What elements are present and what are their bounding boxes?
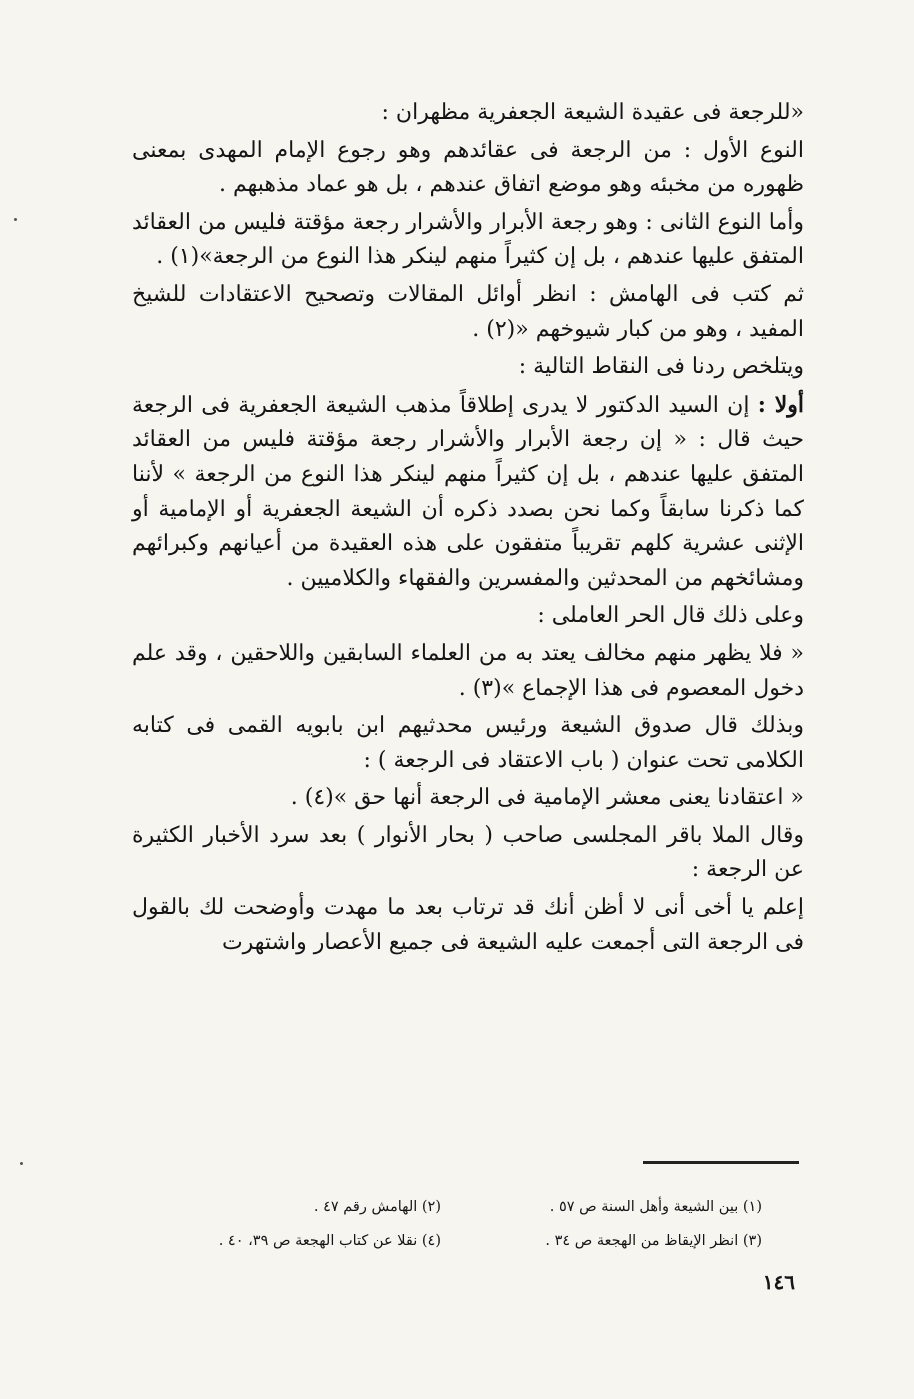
paragraph-hurr-quote: « فلا يظهر منهم مخالف يعتد به من العلماء السابقين واللاحقين ، وقد علم دخول المعصوم فى هذا الإجماع »(٣) . (132, 640, 804, 701)
paragraph-saduq-intro: وبذلك قال صدوق الشيعة ورئيس محدثيهم ابن بابويه القمى فى كتابه الكلامى تحت عنوان ( باب الاعتقاد فى الرجعة ) : (132, 713, 804, 773)
point-one-lead: أولا : (757, 391, 804, 418)
scan-speck (20, 1162, 23, 1165)
paragraph-margin-note: ثم كتب فى الهامش : انظر أوائل المقالات وتصحيح الاعتقادات للشيخ المفيد ، وهو من كبار شيوخهم «(٢) . (132, 281, 804, 342)
paragraph-majlisi-intro: وقال الملا باقر المجلسى صاحب ( بحار الأنوار ) بعد سرد الأخبار الكثيرة عن الرجعة : (132, 822, 804, 883)
footnote-4: (٤) نقلا عن كتاب الهجعة ص ٣٩، ٤٠ . (218, 1233, 441, 1249)
footnote-1: (١) بين الشيعة وأهل السنة ص ٥٧ . (549, 1199, 762, 1215)
quote-opening: «للرجعة فى عقيدة الشيعة الجعفرية مظهران : (381, 100, 804, 125)
paragraph-summary-intro: ويتلخص ردنا فى النقاط التالية : (518, 354, 804, 380)
main-text (132, 96, 804, 960)
point-one-text: إن السيد الدكتور لا يدرى إطلاقاً مذهب الشيعة الجعفرية فى الرجعة حيث قال : « إن رجعة الأبرار والأشرار رجعة مؤقتة فليس من العقائد المتفق عليها عندهم ، بل إن كثيراً منهم لينكر هذا النوع من الرجعة » لأننا كما ذكرنا سابقاً وكما نحن بصدد ذكره أن الشيعة الجعفرية أو الإمامية أو الإثنى عشرية كلهم تقريباً متفقون على هذه العقيدة من أعيانهم وكبرائهم ومشائخهم من المحدثين والمفسرين والفقهاء والكلاميين . (132, 392, 804, 591)
footnote-separator (643, 1161, 799, 1164)
paragraph-second-type: وأما النوع الثانى : وهو رجعة الأبرار والأشرار رجعة مؤقتة فليس من العقائد المتفق عليها عندهم ، بل إن كثيراً منهم لينكر هذا النوع من الرجعة»(١) . (132, 209, 804, 270)
paragraph-hurr-intro: وعلى ذلك قال الحر العاملى : (537, 603, 804, 629)
paragraph-saduq-quote: « اعتقادنا يعنى معشر الإمامية فى الرجعة أنها حق »(٤) . (290, 785, 804, 811)
page-number: ١٤٦ (762, 1270, 795, 1294)
footnotes (150, 1190, 762, 1258)
paragraph-first-type: النوع الأول : من الرجعة فى عقائدهم وهو رجوع الإمام المهدى بمعنى ظهوره من مخبئه وهو موضع اتفاق عندهم ، بل هو عماد مذهبهم . (132, 137, 804, 198)
footnote-3: (٣) انظر الإيقاظ من الهجعة ص ٣٤ . (545, 1233, 762, 1249)
paragraph-majlisi-quote: إعلم يا أخى أنى لا أظن أنك قد ترتاب بعد ما مهدت وأوضحت لك بالقول فى الرجعة التى أجمعت عليه الشيعة فى جميع الأعصار واشتهرت (132, 895, 804, 955)
paragraph-point-one (132, 388, 804, 597)
footnote-2: (٢) الهامش رقم ٤٧ . (313, 1199, 441, 1215)
scan-speck (14, 218, 17, 221)
